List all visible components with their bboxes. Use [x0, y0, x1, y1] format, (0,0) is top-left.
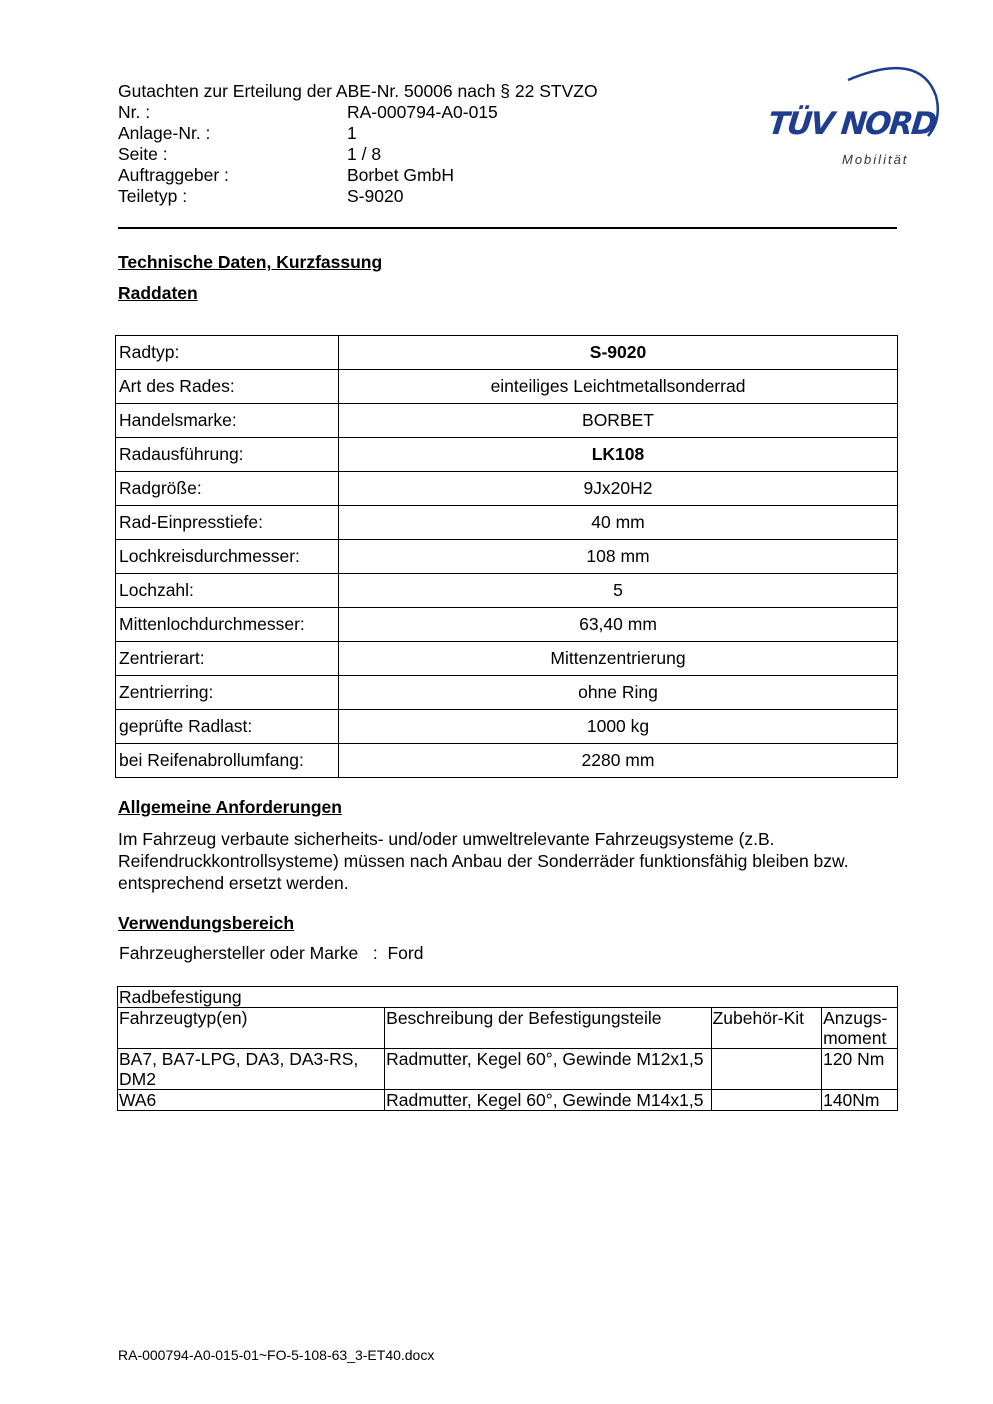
table-row: Zentrierring: ohne Ring [116, 676, 898, 710]
table-header-row: Fahrzeugtyp(en) Beschreibung der Befestigungsteile Zubehör-Kit Anzugs-moment [118, 1008, 898, 1049]
logo-brand: TÜV NORD [766, 106, 937, 142]
table-caption-row: Radbefestigung [118, 987, 898, 1008]
table-row: Radtyp: S-9020 [116, 336, 898, 370]
table-row: Lochkreisdurchmesser: 108 mm [116, 540, 898, 574]
maker-sep: : [372, 943, 378, 963]
table-row: Zentrierart: Mittenzentrierung [116, 642, 898, 676]
document-header [118, 81, 678, 207]
header-row: Anlage-Nr. : 1 [118, 123, 357, 143]
table-row: Art des Rades: einteiliges Leichtmetallsonderrad [116, 370, 898, 404]
vehicle-maker [119, 943, 423, 964]
table-row: BA7, BA7-LPG, DA3, DA3-RS, DM2 Radmutter, Kegel 60°, Gewinde M12x1,5 120 Nm [118, 1049, 898, 1090]
header-row: Teiletyp : S-9020 [118, 186, 404, 206]
table-row: Radausführung: LK108 [116, 438, 898, 472]
section-heading-raddaten: Raddaten [118, 283, 198, 303]
section-heading-verwendung: Verwendungsbereich [118, 913, 295, 933]
maker-value: Ford [387, 943, 424, 963]
header-divider [118, 227, 897, 229]
wheel-spec-table [115, 335, 898, 778]
section-heading-allgemein: Allgemeine Anforderungen [118, 797, 342, 817]
table-row: bei Reifenabrollumfang: 2280 mm [116, 744, 898, 778]
header-row: Nr. : RA-000794-A0-015 [118, 102, 498, 122]
logo-subtitle: Mobilität [842, 152, 909, 167]
header-title: Gutachten zur Erteilung der ABE-Nr. 50006 nach § 22 STVZO [118, 81, 598, 101]
wheel-fixing-table [117, 986, 898, 1111]
table-row: WA6 Radmutter, Kegel 60°, Gewinde M14x1,5 140Nm [118, 1090, 898, 1111]
tuv-nord-logo [760, 58, 940, 173]
table-row: Handelsmarke: BORBET [116, 404, 898, 438]
header-row: Auftraggeber : Borbet GmbH [118, 165, 454, 185]
requirements-text: Im Fahrzeug verbaute sicherheits- und/oder umweltrelevante Fahrzeugsysteme (z.B. Reifendruckkontrollsysteme) müssen nach Anbau der Sonderräder funktionsfähig bleiben bzw. entsprechend ersetzt werden. [118, 829, 849, 893]
table-row: Rad-Einpresstiefe: 40 mm [116, 506, 898, 540]
table-row: geprüfte Radlast: 1000 kg [116, 710, 898, 744]
maker-label: Fahrzeughersteller oder Marke [119, 943, 359, 963]
table-row: Lochzahl: 5 [116, 574, 898, 608]
section-heading-tech: Technische Daten, Kurzfassung [118, 252, 383, 272]
header-row: Seite : 1 / 8 [118, 144, 382, 164]
table-row: Mittenlochdurchmesser: 63,40 mm [116, 608, 898, 642]
footer-filename: RA-000794-A0-015-01~FO-5-108-63_3-ET40.docx [118, 1347, 435, 1363]
table-row: Radgröße: 9Jx20H2 [116, 472, 898, 506]
